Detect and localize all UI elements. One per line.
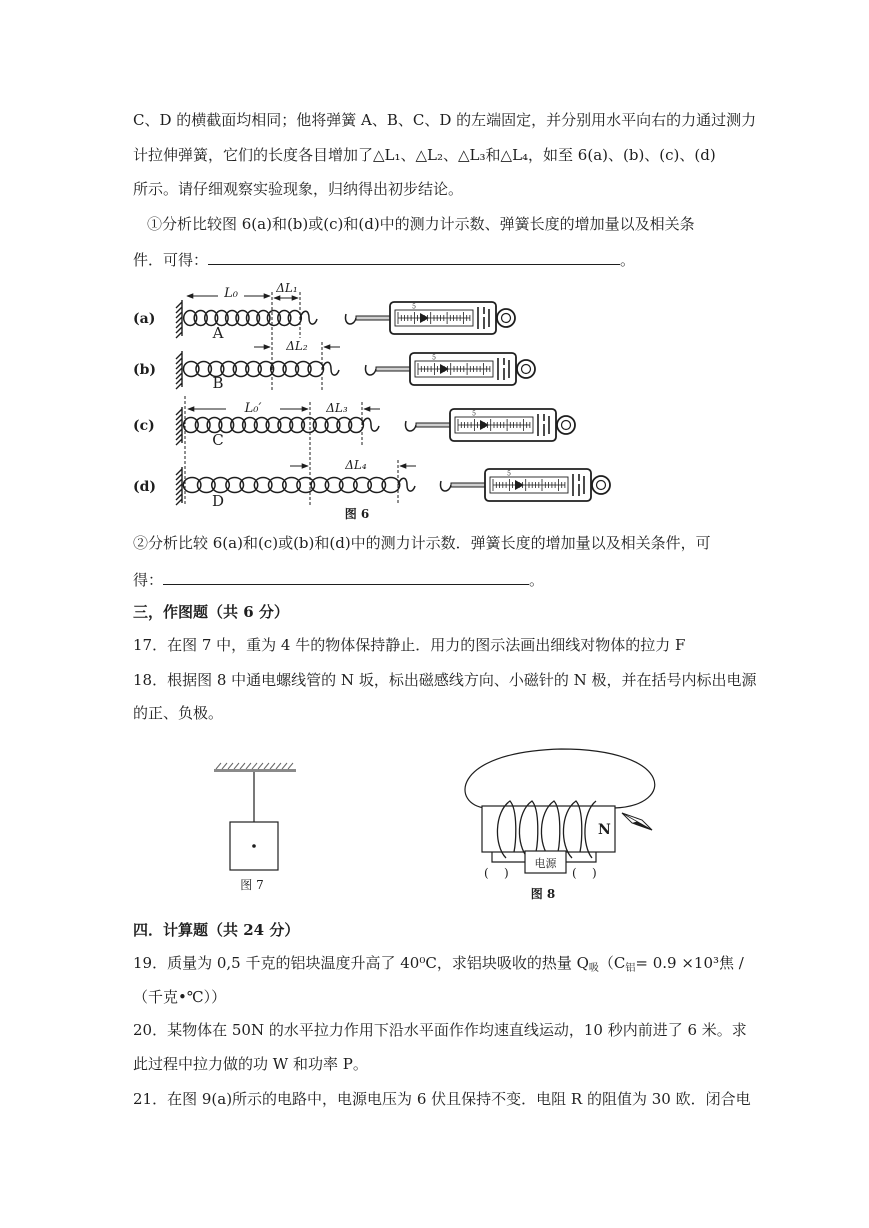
spring-coils xyxy=(184,418,364,433)
row-label-c: (c) xyxy=(133,418,155,434)
spring-coils xyxy=(184,361,324,376)
scale-number: 5 xyxy=(472,410,476,418)
spring-setup-b xyxy=(176,351,535,389)
scale-number: 5 xyxy=(507,470,511,478)
answer-suffix: 。 xyxy=(529,571,545,589)
scale-hook xyxy=(405,421,416,431)
answer-blank xyxy=(163,569,529,585)
answer-suffix: 。 xyxy=(620,251,636,269)
q19-text-c: = 0.9 ×10³焦 / xyxy=(635,954,744,972)
figure-7-hanging-block xyxy=(200,755,310,900)
row-label-a: (a) xyxy=(133,311,156,327)
ceiling-hatch xyxy=(216,763,293,769)
scale-rod xyxy=(376,367,410,371)
fixed-wall xyxy=(176,407,182,445)
fixed-wall xyxy=(176,467,182,505)
scale-rod xyxy=(356,316,390,320)
q19-text-b: （C xyxy=(598,954,626,972)
scale-rod xyxy=(416,423,450,427)
question-19-line1 xyxy=(133,954,744,972)
scale-ring xyxy=(497,309,515,327)
spring-setup-c xyxy=(176,407,575,445)
compass-needle xyxy=(622,813,652,830)
scale-ring xyxy=(592,476,610,494)
figure-8-caption: 图 8 xyxy=(530,887,556,901)
question-16-part1-line2 xyxy=(133,249,635,269)
scale-number: 5 xyxy=(412,303,416,311)
magnetic-field-line xyxy=(465,749,655,808)
paragraph-line-1: C、D 的横截面均相同；他将弹簧 A、B、C、D 的左端固定，并分别用水平向右的力通过测力 xyxy=(133,111,757,129)
section-4-heading: 四．计算题（共 24 分） xyxy=(133,921,300,939)
spring-coils xyxy=(184,311,302,326)
ceiling-bar xyxy=(214,769,296,772)
answer-prefix: 得： xyxy=(133,571,164,589)
spring-label-b: B xyxy=(212,374,224,392)
spring-coils xyxy=(183,478,399,493)
question-16-part2-line1: ②分析比较 6(a)和(c)或(b)和(d)中的测力计示数．弹簧长度的增加量以及相关条件，可 xyxy=(133,534,711,552)
scale-rod xyxy=(451,483,485,487)
solenoid-core xyxy=(482,806,615,852)
figure-6-caption: 图 6 xyxy=(344,507,370,521)
question-20-line1: 20．某物体在 50N 的水平拉力作用下沿水平面作作均速直线运动，10 秒内前进了 6 米。求 xyxy=(133,1021,747,1039)
fixed-wall xyxy=(176,351,182,389)
label-L0: L₀ xyxy=(224,286,238,301)
figure-7-caption: 图 7 xyxy=(240,878,264,892)
question-17: 17．在图 7 中，重为 4 牛的物体保持静止．用力的图示法画出细线对物体的拉力 F xyxy=(133,636,686,654)
label-dL4: ΔL₄ xyxy=(345,458,367,472)
scale-ring xyxy=(557,416,575,434)
question-20-line2: 此过程中拉力做的功 W 和功率 P。 xyxy=(133,1055,368,1073)
spring-label-c: C xyxy=(212,431,224,449)
answer-prefix: 件．可得： xyxy=(133,251,209,269)
q19-subscript-aluminum: 铝 xyxy=(625,963,636,974)
spring-setup-d xyxy=(176,467,610,505)
question-19-line2: （千克•℃）） xyxy=(133,988,227,1006)
scale-hook xyxy=(345,314,356,324)
row-label-b: (b) xyxy=(133,362,157,378)
spring-setup-a xyxy=(176,300,515,338)
scale-ring xyxy=(517,360,535,378)
scale-hook xyxy=(440,481,451,491)
spring-hook xyxy=(322,362,339,375)
spring-hook xyxy=(398,478,415,491)
center-dot xyxy=(252,844,256,848)
figure-8-solenoid xyxy=(455,740,670,910)
section-3-heading: 三，作图题（共 6 分） xyxy=(133,603,289,621)
question-18-line2: 的正、负极。 xyxy=(133,704,224,722)
scale-hook xyxy=(365,365,376,375)
label-L0-prime: L₀′ xyxy=(244,401,262,416)
label-dL1: ΔL₁ xyxy=(276,281,298,295)
spring-setups xyxy=(176,300,610,505)
answer-blank xyxy=(208,249,620,265)
paragraph-line-3: 所示。请仔细观察实验现象，归纳得出初步结论。 xyxy=(133,180,464,198)
pole-label-N: N xyxy=(598,822,611,838)
scale-number: 5 xyxy=(432,354,436,362)
spring-hook xyxy=(362,418,379,431)
label-dL3: ΔL₃ xyxy=(326,401,348,415)
question-16-part2-line2 xyxy=(133,569,544,589)
paragraph-line-2: 计拉伸弹簧，它们的长度各目增加了△L₁、△L₂、△L₃和△L₄，如至 6(a)、(b)、(c)、(d) xyxy=(133,146,716,164)
fixed-wall xyxy=(176,300,182,338)
row-label-d: (d) xyxy=(133,479,157,495)
power-source-label: 电源 xyxy=(534,857,557,870)
spring-hook xyxy=(300,311,317,324)
question-16-part1-line1: ①分析比较图 6(a)和(b)或(c)和(d)中的测力计示数、弹簧长度的增加量以及相关条 xyxy=(147,215,695,233)
needle-axis xyxy=(622,813,652,830)
question-18-line1: 18．根据图 8 中通电螺线管的 N 坂，标出磁感线方向、小磁针的 N 极，并在括号内标出电源 xyxy=(133,671,757,689)
spring-label-d: D xyxy=(211,492,225,510)
bracket-right: ( ) xyxy=(572,866,597,880)
label-dL2: ΔL₂ xyxy=(286,339,308,353)
q19-text-a: 19．质量为 0,5 千克的铝块温度升高了 40⁰C，求铝块吸收的热量 Q xyxy=(133,954,589,972)
q19-subscript-absorb: 吸 xyxy=(588,963,599,974)
question-21-line1: 21．在图 9(a)所示的电路中，电源电压为 6 伏且保持不变．电阻 R 的阻值为 30 欧．闭合电 xyxy=(133,1090,751,1108)
bracket-left: ( ) xyxy=(484,866,509,880)
figure-6-spring-experiment xyxy=(120,278,625,525)
spring-label-a: A xyxy=(212,324,224,342)
